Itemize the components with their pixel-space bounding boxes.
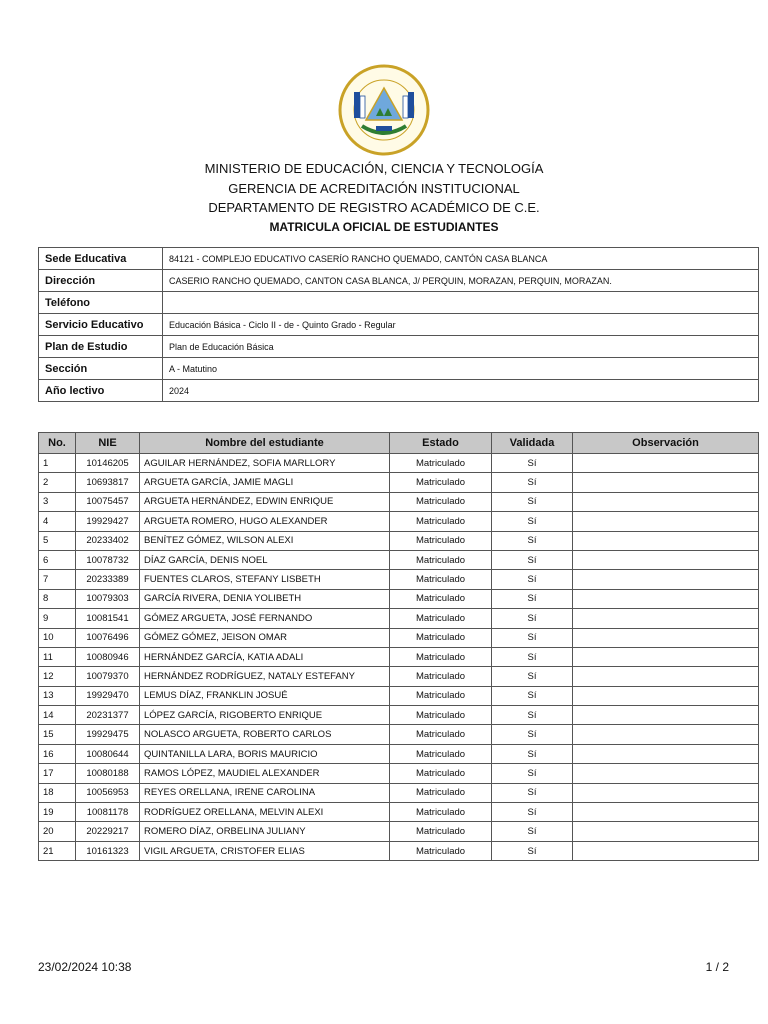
cell-no: 3	[39, 492, 76, 511]
cell-observation	[573, 570, 759, 589]
table-row	[39, 744, 759, 763]
cell-status: Matriculado	[390, 725, 492, 744]
table-row	[39, 764, 759, 783]
cell-nie: 10076496	[76, 628, 140, 647]
cell-validated: Sí	[492, 686, 573, 705]
cell-status: Matriculado	[390, 803, 492, 822]
info-label: Año lectivo	[39, 380, 163, 402]
table-header-row	[39, 433, 759, 454]
cell-observation	[573, 647, 759, 666]
column-header-validated: Validada	[492, 433, 573, 454]
table-row	[39, 686, 759, 705]
info-row	[39, 358, 759, 380]
cell-student-name: QUINTANILLA LARA, BORIS MAURICIO	[140, 744, 390, 763]
cell-student-name: LÓPEZ GARCÍA, RIGOBERTO ENRIQUE	[140, 706, 390, 725]
cell-validated: Sí	[492, 570, 573, 589]
cell-observation	[573, 512, 759, 531]
cell-status: Matriculado	[390, 531, 492, 550]
cell-no: 21	[39, 841, 76, 860]
cell-validated: Sí	[492, 609, 573, 628]
cell-validated: Sí	[492, 550, 573, 569]
cell-student-name: LEMUS DÍAZ, FRANKLIN JOSUÉ	[140, 686, 390, 705]
cell-nie: 10161323	[76, 841, 140, 860]
cell-no: 9	[39, 609, 76, 628]
cell-validated: Sí	[492, 492, 573, 511]
page-number: 1 / 2	[705, 960, 729, 974]
cell-observation	[573, 492, 759, 511]
cell-validated: Sí	[492, 764, 573, 783]
info-value: Educación Básica - Ciclo II - de - Quinto Grado - Regular	[163, 314, 759, 336]
cell-validated: Sí	[492, 783, 573, 802]
cell-status: Matriculado	[390, 764, 492, 783]
cell-student-name: RODRÍGUEZ ORELLANA, MELVIN ALEXI	[140, 803, 390, 822]
cell-validated: Sí	[492, 744, 573, 763]
cell-status: Matriculado	[390, 647, 492, 666]
info-value: Plan de Educación Básica	[163, 336, 759, 358]
cell-status: Matriculado	[390, 473, 492, 492]
cell-no: 4	[39, 512, 76, 531]
coat-of-arms-seal	[336, 62, 432, 158]
cell-no: 14	[39, 706, 76, 725]
cell-no: 8	[39, 589, 76, 608]
info-value	[163, 292, 759, 314]
cell-status: Matriculado	[390, 589, 492, 608]
info-row	[39, 248, 759, 270]
table-row	[39, 589, 759, 608]
registry-line: DEPARTAMENTO DE REGISTRO ACADÉMICO DE C.E.	[208, 200, 540, 215]
cell-validated: Sí	[492, 512, 573, 531]
cell-observation	[573, 744, 759, 763]
table-row	[39, 783, 759, 802]
cell-nie: 10080644	[76, 744, 140, 763]
table-row	[39, 454, 759, 473]
cell-nie: 20233402	[76, 531, 140, 550]
cell-nie: 19929427	[76, 512, 140, 531]
info-label: Sede Educativa	[39, 248, 163, 270]
cell-status: Matriculado	[390, 550, 492, 569]
cell-status: Matriculado	[390, 667, 492, 686]
cell-status: Matriculado	[390, 454, 492, 473]
table-row	[39, 473, 759, 492]
info-row	[39, 336, 759, 358]
table-row	[39, 706, 759, 725]
cell-nie: 10080188	[76, 764, 140, 783]
document-heading	[0, 159, 768, 237]
cell-validated: Sí	[492, 454, 573, 473]
cell-observation	[573, 783, 759, 802]
cell-student-name: ROMERO DÍAZ, ORBELINA JULIANY	[140, 822, 390, 841]
cell-nie: 10078732	[76, 550, 140, 569]
cell-validated: Sí	[492, 531, 573, 550]
column-header-status: Estado	[390, 433, 492, 454]
cell-validated: Sí	[492, 589, 573, 608]
cell-no: 17	[39, 764, 76, 783]
cell-no: 20	[39, 822, 76, 841]
table-row	[39, 570, 759, 589]
cell-observation	[573, 628, 759, 647]
info-label: Plan de Estudio	[39, 336, 163, 358]
cell-no: 1	[39, 454, 76, 473]
cell-observation	[573, 686, 759, 705]
table-row	[39, 609, 759, 628]
cell-status: Matriculado	[390, 492, 492, 511]
cell-observation	[573, 473, 759, 492]
info-label: Servicio Educativo	[39, 314, 163, 336]
table-row	[39, 512, 759, 531]
cell-nie: 10146205	[76, 454, 140, 473]
cell-student-name: ARGUETA HERNÁNDEZ, EDWIN ENRIQUE	[140, 492, 390, 511]
cell-observation	[573, 706, 759, 725]
cell-nie: 10081541	[76, 609, 140, 628]
cell-validated: Sí	[492, 725, 573, 744]
cell-status: Matriculado	[390, 744, 492, 763]
department-line: GERENCIA DE ACREDITACIÓN INSTITUCIONAL	[228, 180, 520, 196]
cell-status: Matriculado	[390, 783, 492, 802]
cell-no: 5	[39, 531, 76, 550]
cell-student-name: HERNÁNDEZ RODRÍGUEZ, NATALY ESTEFANY	[140, 667, 390, 686]
cell-validated: Sí	[492, 803, 573, 822]
cell-student-name: BENÍTEZ GÓMEZ, WILSON ALEXI	[140, 531, 390, 550]
cell-student-name: AGUILAR HERNÁNDEZ, SOFIA MARLLORY	[140, 454, 390, 473]
info-row	[39, 292, 759, 314]
document-title: MATRICULA OFICIAL DE ESTUDIANTES	[269, 219, 499, 234]
cell-no: 10	[39, 628, 76, 647]
table-row	[39, 667, 759, 686]
column-header-no: No.	[39, 433, 76, 454]
cell-no: 13	[39, 686, 76, 705]
table-row	[39, 841, 759, 860]
cell-student-name: ARGUETA GARCÍA, JAMIE MAGLI	[140, 473, 390, 492]
cell-status: Matriculado	[390, 570, 492, 589]
cell-nie: 10079370	[76, 667, 140, 686]
table-row	[39, 492, 759, 511]
table-row	[39, 822, 759, 841]
table-row	[39, 803, 759, 822]
cell-observation	[573, 764, 759, 783]
column-header-student-name: Nombre del estudiante	[140, 433, 390, 454]
info-label: Teléfono	[39, 292, 163, 314]
cell-status: Matriculado	[390, 822, 492, 841]
cell-observation	[573, 550, 759, 569]
cell-nie: 10079303	[76, 589, 140, 608]
cell-no: 18	[39, 783, 76, 802]
cell-student-name: DÍAZ GARCÍA, DENIS NOEL	[140, 550, 390, 569]
cell-observation	[573, 454, 759, 473]
cell-nie: 19929475	[76, 725, 140, 744]
cell-no: 19	[39, 803, 76, 822]
cell-student-name: RAMOS LÓPEZ, MAUDIEL ALEXANDER	[140, 764, 390, 783]
cell-observation	[573, 667, 759, 686]
cell-student-name: NOLASCO ARGUETA, ROBERTO CARLOS	[140, 725, 390, 744]
table-row	[39, 531, 759, 550]
table-row	[39, 628, 759, 647]
cell-status: Matriculado	[390, 841, 492, 860]
cell-validated: Sí	[492, 822, 573, 841]
cell-validated: Sí	[492, 473, 573, 492]
cell-validated: Sí	[492, 628, 573, 647]
cell-nie: 10080946	[76, 647, 140, 666]
cell-student-name: HERNÁNDEZ GARCÍA, KATIA ADALI	[140, 647, 390, 666]
cell-observation	[573, 589, 759, 608]
cell-validated: Sí	[492, 841, 573, 860]
cell-student-name: GARCÍA RIVERA, DENIA YOLIBETH	[140, 589, 390, 608]
cell-observation	[573, 822, 759, 841]
cell-no: 12	[39, 667, 76, 686]
print-datetime: 23/02/2024 10:38	[38, 960, 132, 974]
cell-nie: 20231377	[76, 706, 140, 725]
cell-student-name: ARGUETA ROMERO, HUGO ALEXANDER	[140, 512, 390, 531]
info-label: Sección	[39, 358, 163, 380]
cell-nie: 10075457	[76, 492, 140, 511]
cell-nie: 19929470	[76, 686, 140, 705]
info-value: 2024	[163, 380, 759, 402]
cell-validated: Sí	[492, 706, 573, 725]
cell-nie: 10081178	[76, 803, 140, 822]
cell-status: Matriculado	[390, 686, 492, 705]
cell-no: 7	[39, 570, 76, 589]
cell-no: 6	[39, 550, 76, 569]
info-row	[39, 380, 759, 402]
cell-student-name: REYES ORELLANA, IRENE CAROLINA	[140, 783, 390, 802]
table-row	[39, 647, 759, 666]
info-row	[39, 270, 759, 292]
cell-student-name: VIGIL ARGUETA, CRISTOFER ELIAS	[140, 841, 390, 860]
cell-observation	[573, 841, 759, 860]
cell-status: Matriculado	[390, 706, 492, 725]
cell-nie: 10693817	[76, 473, 140, 492]
info-value: 84121 - COMPLEJO EDUCATIVO CASERÍO RANCHO QUEMADO, CANTÓN CASA BLANCA	[163, 248, 759, 270]
column-header-observation: Observación	[573, 433, 759, 454]
cell-status: Matriculado	[390, 628, 492, 647]
cell-status: Matriculado	[390, 512, 492, 531]
cell-no: 11	[39, 647, 76, 666]
info-label: Dirección	[39, 270, 163, 292]
cell-observation	[573, 803, 759, 822]
table-row	[39, 550, 759, 569]
cell-observation	[573, 531, 759, 550]
cell-student-name: GÓMEZ ARGUETA, JOSÉ FERNANDO	[140, 609, 390, 628]
cell-nie: 10056953	[76, 783, 140, 802]
table-row	[39, 725, 759, 744]
cell-student-name: FUENTES CLAROS, STEFANY LISBETH	[140, 570, 390, 589]
cell-nie: 20229217	[76, 822, 140, 841]
cell-observation	[573, 609, 759, 628]
cell-status: Matriculado	[390, 609, 492, 628]
cell-no: 2	[39, 473, 76, 492]
school-info-table	[38, 247, 759, 402]
cell-validated: Sí	[492, 667, 573, 686]
info-value: CASERIO RANCHO QUEMADO, CANTON CASA BLANCA, J/ PERQUIN, MORAZAN, PERQUIN, MORAZAN.	[163, 270, 759, 292]
column-header-nie: NIE	[76, 433, 140, 454]
cell-no: 15	[39, 725, 76, 744]
info-value: A - Matutino	[163, 358, 759, 380]
ministry-line: MINISTERIO DE EDUCACIÓN, CIENCIA Y TECNOLOGÍA	[204, 161, 544, 176]
cell-observation	[573, 725, 759, 744]
cell-nie: 20233389	[76, 570, 140, 589]
cell-no: 16	[39, 744, 76, 763]
cell-validated: Sí	[492, 647, 573, 666]
info-row	[39, 314, 759, 336]
students-table	[38, 432, 759, 861]
cell-student-name: GÓMEZ GÓMEZ, JEISON OMAR	[140, 628, 390, 647]
